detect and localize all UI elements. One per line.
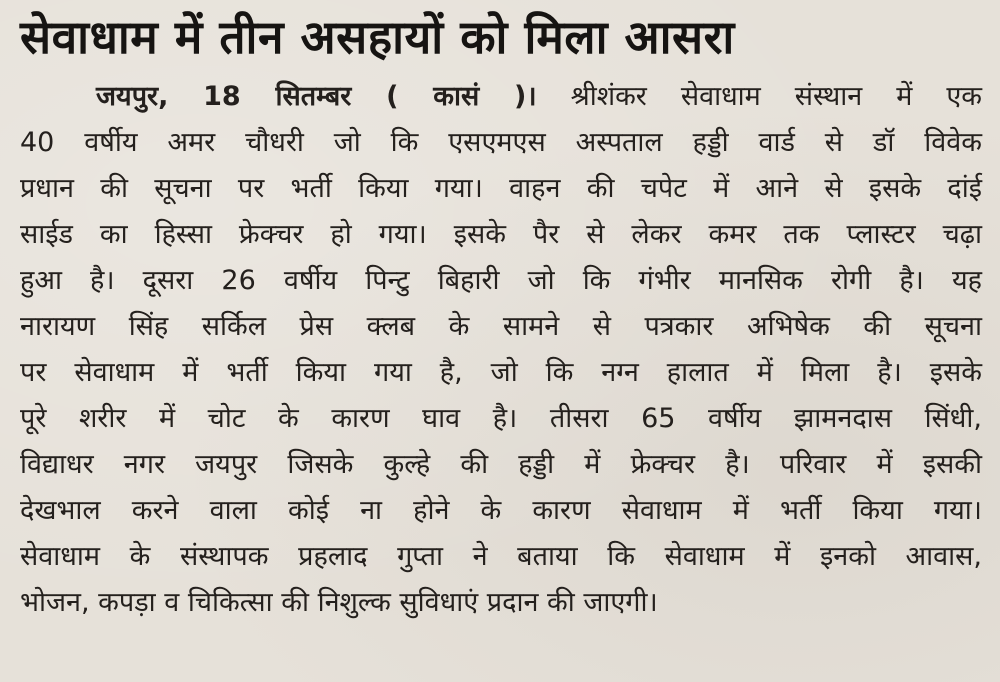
article-line: सेवाधाम के संस्थापक प्रहलाद गुप्ता ने बताया कि सेवाधाम में इनको आवास, — [20, 541, 982, 572]
article-line: प्रधान की सूचना पर भर्ती किया गया। वाहन की चपेट में आने से इसके दांई — [20, 173, 982, 204]
article-body — [20, 74, 982, 626]
headline: सेवाधाम में तीन असहायों को मिला आसरा — [20, 10, 735, 64]
article-line: 40 वर्षीय अमर चौधरी जो कि एसएमएस अस्पताल हड्डी वार्ड से डॉ विवेक — [20, 127, 982, 158]
article-line: हुआ है। दूसरा 26 वर्षीय पिन्टु बिहारी जो कि गंभीर मानसिक रोगी है। यह — [20, 265, 982, 296]
article-line: साईड का हिस्सा फ्रेक्चर हो गया। इसके पैर से लेकर कमर तक प्लास्टर चढ़ा — [20, 219, 982, 250]
article-line: विद्याधर नगर जयपुर जिसके कुल्हे की हड्डी में फ्रेक्चर है। परिवार में इसकी — [20, 449, 982, 480]
article-line: देखभाल करने वाला कोई ना होने के कारण सेवाधाम में भर्ती किया गया। — [20, 495, 982, 526]
article-line-text: श्रीशंकर सेवाधाम संस्थान में एक — [536, 81, 982, 112]
article-line: भोजन, कपड़ा व चिकित्सा की निशुल्क सुविधाएं प्रदान की जाएगी। — [20, 587, 658, 618]
article-line — [20, 74, 982, 120]
article-line: नारायण सिंह सर्किल प्रेस क्लब के सामने से पत्रकार अभिषेक की सूचना — [20, 311, 982, 342]
dateline: जयपुर, 18 सितम्बर ( कासं )। — [96, 81, 537, 112]
article-line: पूरे शरीर में चोट के कारण घाव है। तीसरा 65 वर्षीय झामनदास सिंधी, — [20, 403, 982, 434]
article-line: पर सेवाधाम में भर्ती किया गया है, जो कि नग्न हालात में मिला है। इसके — [20, 357, 982, 388]
